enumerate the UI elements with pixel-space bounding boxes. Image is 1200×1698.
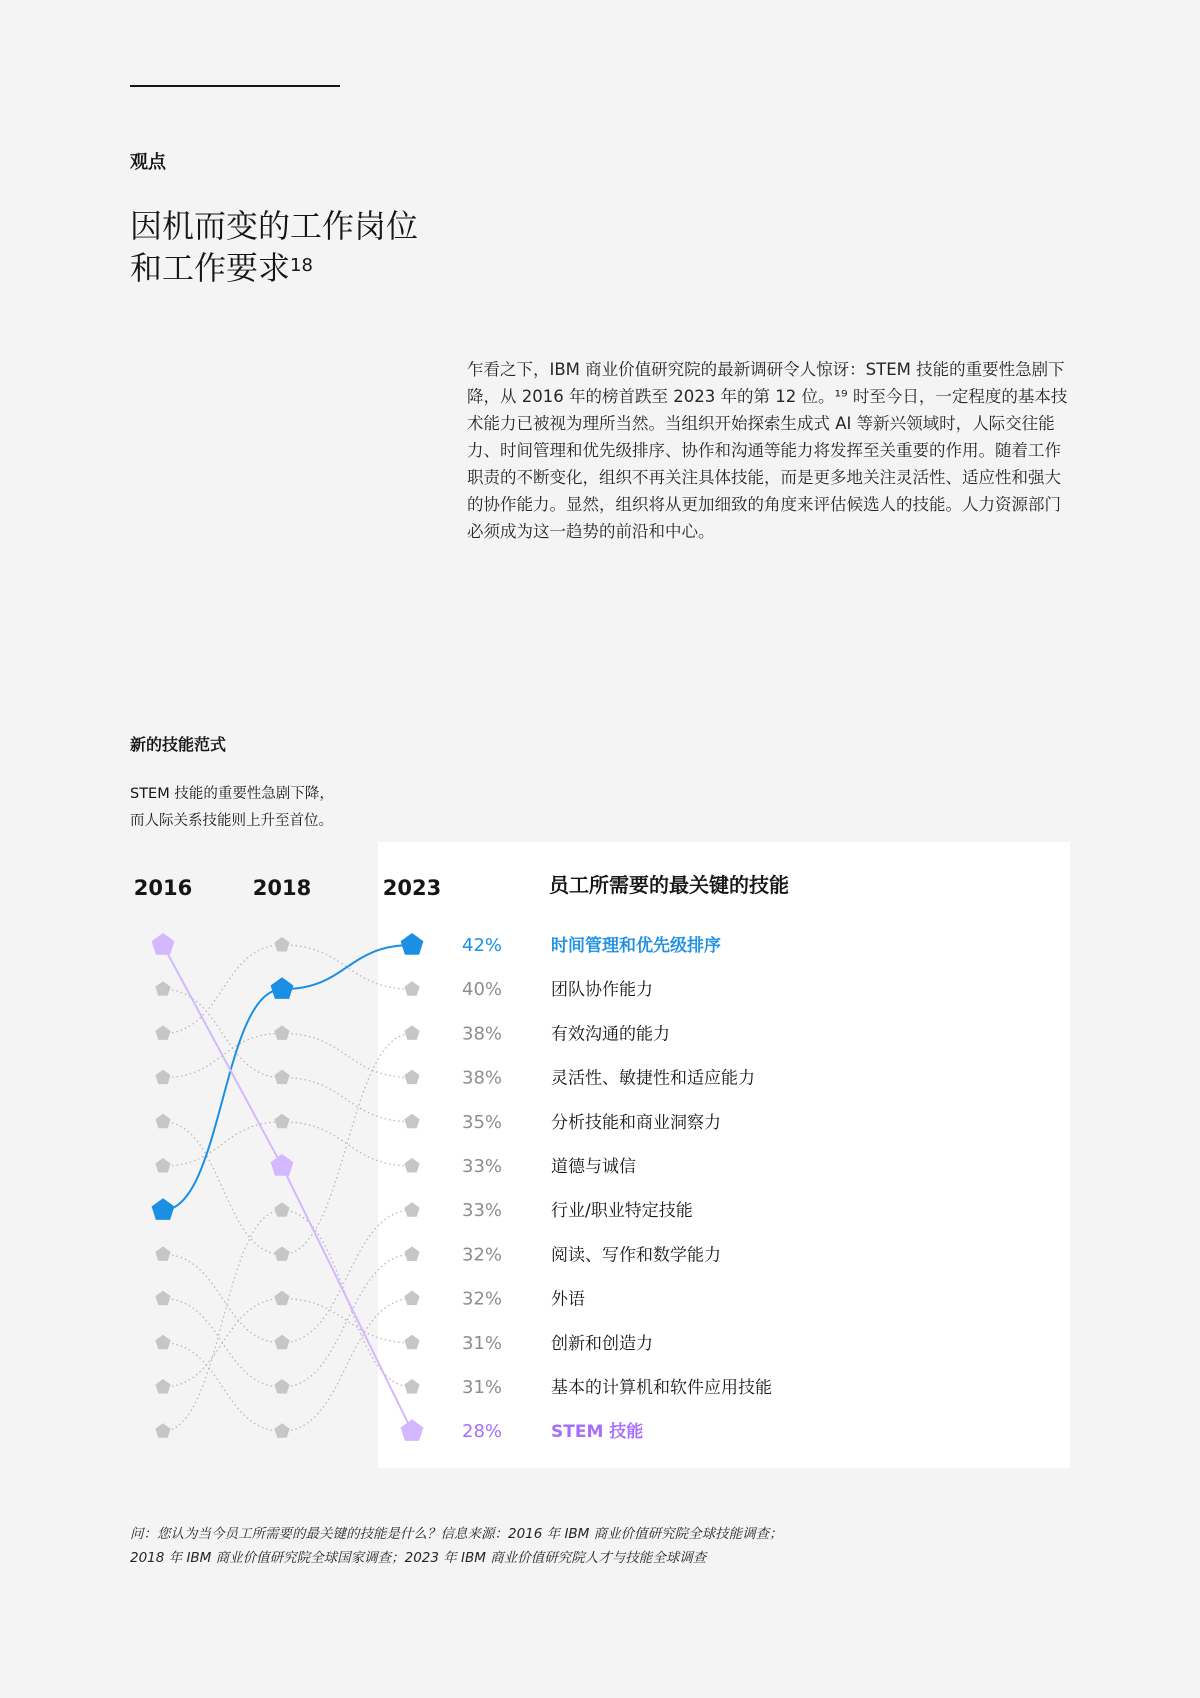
rank-marker xyxy=(155,981,170,996)
gray-path-segment xyxy=(282,1254,412,1387)
rank-marker xyxy=(274,1246,289,1261)
percent-label: 28% xyxy=(462,1421,503,1443)
gray-path-segment xyxy=(163,989,282,1077)
percent-label: 42% xyxy=(462,935,503,956)
percent-label: 31% xyxy=(462,1377,503,1398)
year-label-2016: 2016 xyxy=(133,876,193,900)
percent-label: 33% xyxy=(462,1156,503,1177)
skill-label: 行业/职业特定技能 xyxy=(551,1201,693,1222)
gray-path-segment xyxy=(282,1210,412,1343)
skill-label: 阅读、写作和数学能力 xyxy=(551,1245,721,1266)
rank-marker xyxy=(404,1158,419,1173)
gray-path-segment xyxy=(163,1122,282,1166)
rank-marker xyxy=(274,1025,289,1040)
rank-marker xyxy=(274,1114,289,1129)
gray-path-segment xyxy=(163,1210,282,1431)
gray-path-segment xyxy=(163,945,282,1033)
title-footnote-ref: 18 xyxy=(290,255,313,276)
rank-marker xyxy=(404,1025,419,1040)
gray-path-segment xyxy=(282,1299,412,1432)
percent-label: 38% xyxy=(462,1067,503,1089)
gray-path-segment xyxy=(163,1299,282,1387)
highlight-marker-blue xyxy=(271,977,294,999)
gray-path-segment xyxy=(282,1033,412,1254)
gray-path-segment xyxy=(282,1033,412,1077)
highlight-marker-blue xyxy=(152,1198,175,1220)
rank-marker xyxy=(404,1291,419,1306)
gray-path-segment xyxy=(163,1254,282,1342)
gray-path-segment xyxy=(163,1343,282,1431)
rank-marker xyxy=(155,1114,170,1129)
section-subtitle-line-1: STEM 技能的重要性急剧下降， xyxy=(130,786,334,802)
footnote-line-1: 问：您认为当今员工所需要的最关键的技能是什么？信息来源：2016 年 IBM 商业价值研究院全球技能调查； xyxy=(130,1526,783,1542)
skill-label: 外语 xyxy=(551,1289,585,1310)
chart-title: 员工所需要的最关键的技能 xyxy=(549,873,789,897)
rank-marker xyxy=(274,1379,289,1394)
rank-marker xyxy=(274,1335,289,1350)
rank-marker xyxy=(274,1291,289,1306)
rank-marker xyxy=(155,1423,170,1438)
percent-label: 35% xyxy=(462,1111,503,1133)
gray-path-segment xyxy=(282,1078,412,1122)
rank-marker xyxy=(274,1070,289,1085)
skill-label: 有效沟通的能力 xyxy=(551,1024,670,1045)
section-title: 新的技能范式 xyxy=(130,735,227,754)
rank-marker xyxy=(155,1335,170,1350)
rank-marker xyxy=(155,1158,170,1173)
highlight-marker-purple xyxy=(271,1154,294,1176)
percent-label: 32% xyxy=(462,1288,503,1310)
skill-label: 团队协作能力 xyxy=(551,980,653,1001)
skill-label: 创新和创造力 xyxy=(551,1333,653,1354)
rank-marker xyxy=(155,1025,170,1040)
footnote-line-2: 2018 年 IBM 商业价值研究院全球国家调查；2023 年 IBM 商业价值研究院人才与技能全球调查 xyxy=(130,1550,707,1566)
rank-marker xyxy=(404,1246,419,1261)
percent-label: 38% xyxy=(462,1023,503,1045)
skill-label: 分析技能和商业洞察力 xyxy=(551,1112,721,1133)
skill-label: 灵活性、敏捷性和适应能力 xyxy=(551,1068,755,1089)
rank-marker xyxy=(155,1379,170,1394)
source-footnote xyxy=(130,1522,1030,1570)
gray-path-segment xyxy=(282,1299,412,1343)
body-paragraph: 乍看之下，IBM 商业价值研究院的最新调研令人惊讶：STEM 技能的重要性急剧下降，从 2016 年的榜首跌至 2023 年的第 12 位。¹⁹ 时至今日，一定程度的基本技术能力已被视为理所当然。当组织开始探索生成式 AI 等新兴领域时，人际交往能力、时间管理和优先级排序、协作和沟通等能力将发挥至关重要的作用。随着工作职责的不断变化，组织不再关注具体技能，而是更多地关注灵活性、适应性和强大的协作能力。显然，组织将从更加细致的角度来评估候选人的技能。人力资源部门必须成为这一趋势的前沿和中心。 xyxy=(467,360,1068,541)
rank-marker xyxy=(274,937,289,952)
year-label-2018: 2018 xyxy=(252,876,312,900)
rank-marker xyxy=(404,1379,419,1394)
rank-marker xyxy=(155,1246,170,1261)
rank-marker xyxy=(404,1202,419,1217)
percent-label: 31% xyxy=(462,1332,503,1354)
rank-marker xyxy=(404,1114,419,1129)
rank-marker xyxy=(155,1291,170,1306)
title-line-2: 和工作要求 xyxy=(130,249,291,287)
skill-label: 道德与诚信 xyxy=(551,1157,636,1177)
section-subtitle-line-2: 而人际关系技能则上升至首位。 xyxy=(130,813,333,829)
percent-label: 40% xyxy=(462,979,503,1001)
highlight-marker-purple xyxy=(401,1419,424,1441)
eyebrow-label: 观点 xyxy=(130,152,166,173)
skill-label: STEM 技能 xyxy=(551,1422,644,1443)
rank-marker xyxy=(155,1070,170,1085)
skill-label: 基本的计算机和软件应用技能 xyxy=(551,1378,772,1398)
highlight-marker-blue xyxy=(401,933,424,955)
rank-marker xyxy=(404,1070,419,1085)
rank-marker xyxy=(404,1335,419,1350)
highlight-marker-purple xyxy=(152,933,175,955)
percent-label: 33% xyxy=(462,1200,503,1222)
rank-marker xyxy=(404,981,419,996)
rank-marker xyxy=(274,1202,289,1217)
skill-label: 时间管理和优先级排序 xyxy=(551,936,721,956)
percent-label: 32% xyxy=(462,1244,503,1266)
year-label-2023: 2023 xyxy=(382,876,442,900)
gray-path-segment xyxy=(163,1122,282,1255)
title-line-1: 因机而变的工作岗位 xyxy=(130,207,419,245)
rank-marker xyxy=(274,1423,289,1438)
